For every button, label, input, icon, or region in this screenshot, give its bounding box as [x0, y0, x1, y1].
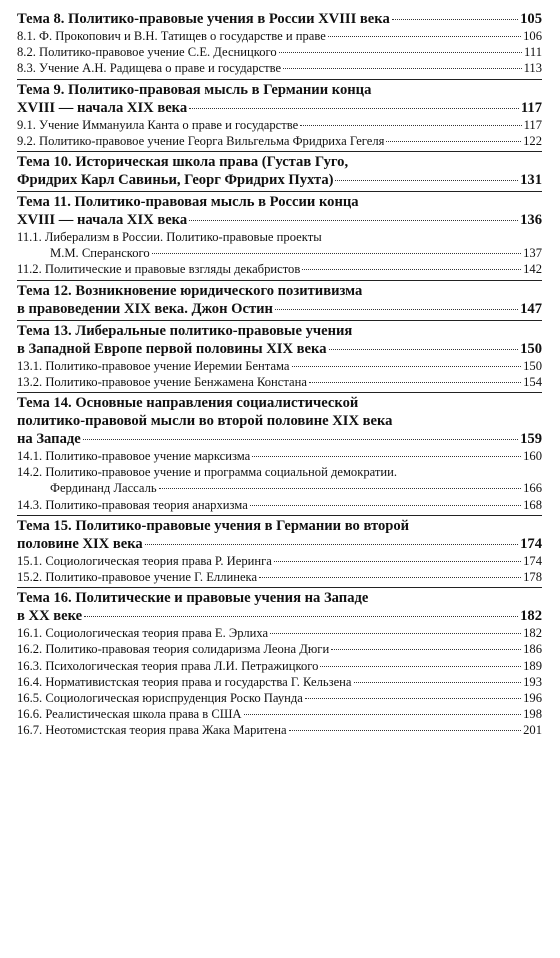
- theme-title-line[interactable]: [17, 322, 542, 340]
- dot-leader: [250, 505, 521, 506]
- toc-entry-line[interactable]: [17, 690, 542, 706]
- dot-leader: [289, 730, 522, 731]
- page-number: 150: [523, 358, 542, 373]
- theme-title-line[interactable]: [17, 171, 542, 189]
- theme-title-text: в XX веке: [17, 608, 83, 625]
- page-number: 160: [523, 449, 542, 464]
- toc-entry-text: 16.2. Политико-правовая теория солидаризма Леона Дюги: [17, 642, 330, 657]
- dot-leader: [283, 68, 521, 69]
- page-number: 159: [520, 431, 542, 448]
- toc-entry-line[interactable]: [17, 625, 542, 641]
- dot-leader: [329, 349, 519, 350]
- toc-entry-text: 13.2. Политико-правовое учение Бенжамена Констана: [17, 374, 307, 389]
- toc-entry-line[interactable]: [17, 569, 542, 585]
- toc-entry-line[interactable]: [17, 133, 542, 149]
- dot-leader: [392, 19, 518, 20]
- toc-entry-line[interactable]: [17, 261, 542, 277]
- page-number: 136: [520, 212, 542, 229]
- theme-title-text: Тема 9. Политико-правовая мысль в Германии конца: [17, 81, 372, 98]
- theme-title-text: в правоведении XIX века. Джон Остин: [17, 300, 273, 317]
- theme-title-text: политико-правовой мысли во второй половине XIX века: [17, 413, 393, 430]
- toc-entry-text: 16.3. Психологическая теория права Л.И. Петражицкого: [17, 658, 319, 673]
- page-number: 166: [523, 481, 542, 496]
- dot-leader: [275, 309, 518, 310]
- toc-entry-text: 13.1. Политико-правовое учение Иеремии Бентама: [17, 358, 290, 373]
- toc-theme: [17, 320, 542, 390]
- page-number: 174: [523, 553, 542, 568]
- toc-entry-text: 8.1. Ф. Прокопович и В.Н. Татищев о государстве и праве: [17, 29, 326, 43]
- toc-entry-line[interactable]: [17, 497, 542, 513]
- toc-entry-line[interactable]: [17, 28, 542, 44]
- theme-title-line[interactable]: [17, 193, 542, 211]
- dot-leader: [152, 253, 521, 254]
- page-number: 186: [523, 642, 542, 657]
- toc-entry-line[interactable]: [17, 553, 542, 569]
- toc-theme: [17, 587, 542, 738]
- theme-title-line[interactable]: [17, 340, 542, 358]
- page-number: 182: [520, 608, 542, 625]
- toc-entry-line[interactable]: [17, 245, 542, 261]
- page-number: 117: [520, 99, 542, 116]
- dot-leader: [320, 666, 521, 667]
- toc-theme: [17, 10, 542, 77]
- toc-entry-text: 14.2. Политико-правовое учение и программа социальной демократии.: [17, 465, 398, 480]
- theme-title-line[interactable]: [17, 300, 542, 318]
- theme-title-line[interactable]: [17, 412, 542, 430]
- theme-title-text: Тема 16. Политические и правовые учения на Западе: [17, 590, 369, 607]
- toc-entry-line[interactable]: [17, 464, 542, 480]
- toc-entry-text: Фердинанд Лассаль: [50, 481, 157, 496]
- toc-theme: [17, 280, 542, 318]
- toc-entry-text: 11.2. Политические и правовые взгляды декабристов: [17, 262, 301, 277]
- theme-title-line[interactable]: [17, 589, 542, 607]
- toc-entry-line[interactable]: [17, 706, 542, 722]
- theme-title-text: Тема 14. Основные направления социалистической: [17, 395, 359, 412]
- toc-entry-line[interactable]: [17, 480, 542, 496]
- dot-leader: [252, 456, 521, 457]
- page-number: 106: [523, 29, 542, 43]
- toc-entry-text: 14.3. Политико-правовая теория анархизма: [17, 497, 248, 512]
- page-number: 131: [520, 172, 542, 189]
- dot-leader: [279, 52, 522, 53]
- dot-leader: [328, 36, 521, 37]
- toc-entry-text: 16.6. Реалистическая школа права в США: [17, 707, 242, 722]
- theme-title-line[interactable]: [17, 394, 542, 412]
- toc-entry-line[interactable]: [17, 658, 542, 674]
- page-number: 201: [523, 723, 542, 738]
- toc-entry-line[interactable]: [17, 674, 542, 690]
- theme-title-text: Тема 8. Политико-правовые учения в России XVIII века: [17, 11, 390, 27]
- dot-leader: [189, 220, 518, 221]
- dot-leader: [309, 382, 521, 383]
- dot-leader: [386, 141, 521, 142]
- dot-leader: [159, 488, 521, 489]
- theme-title-text: XVIII — начала XIX века: [17, 99, 188, 116]
- toc-entry-line[interactable]: [17, 448, 542, 464]
- theme-title-text: Тема 11. Политико-правовая мысль в России конца: [17, 194, 359, 211]
- theme-title-line[interactable]: [17, 153, 542, 171]
- page-number: 113: [523, 61, 542, 76]
- theme-title-text: в Западной Европе первой половины XIX века: [17, 340, 327, 357]
- dot-leader: [244, 714, 522, 715]
- dot-leader: [302, 269, 521, 270]
- page-number: 198: [523, 707, 542, 722]
- toc-entry-text: 15.2. Политико-правовое учение Г. Еллинека: [17, 570, 258, 585]
- theme-title-text: Фридрих Карл Савиньи, Георг Фридрих Пухта): [17, 172, 334, 189]
- toc-entry-text: 9.1. Учение Иммануила Канта о праве и государстве: [17, 117, 299, 132]
- dot-leader: [335, 180, 518, 181]
- dot-leader: [84, 616, 518, 617]
- theme-title-line[interactable]: [17, 282, 542, 300]
- page-number: 147: [520, 300, 542, 317]
- page-number: 137: [523, 246, 542, 261]
- theme-title-text: Тема 15. Политико-правовые учения в Германии во второй: [17, 517, 410, 534]
- dot-leader: [354, 682, 522, 683]
- dot-leader: [189, 108, 519, 109]
- toc-entry-line[interactable]: [17, 374, 542, 390]
- page-number: 117: [523, 117, 542, 132]
- page-number: 193: [523, 674, 542, 689]
- toc-entry-line[interactable]: [17, 358, 542, 374]
- toc-entry-text: 8.3. Учение А.Н. Радищева о праве и государстве: [17, 61, 282, 76]
- toc-entry-line[interactable]: [17, 722, 542, 738]
- theme-title-text: Тема 10. Историческая школа права (Густав Гуго,: [17, 154, 349, 171]
- toc-theme: [17, 191, 542, 278]
- page-number: 150: [520, 340, 542, 357]
- toc-theme: [17, 151, 542, 189]
- theme-title-text: Тема 13. Либеральные политико-правовые учения: [17, 322, 353, 339]
- toc-entry-text: 16.4. Нормативистская теория права и государства Г. Кельзена: [17, 674, 352, 689]
- toc-theme: [17, 392, 542, 513]
- toc-entry-text: 16.7. Неотомистская теория права Жака Маритена: [17, 723, 287, 738]
- toc-entry-text: 15.1. Социологическая теория права Р. Иеринга: [17, 553, 272, 568]
- toc-theme: [17, 79, 542, 149]
- toc-entry-text: 16.1. Социологическая теория права Е. Эрлиха: [17, 626, 269, 641]
- dot-leader: [305, 698, 521, 699]
- dot-leader: [292, 366, 522, 367]
- theme-title-text: половине XIX века: [17, 535, 143, 552]
- toc-entry-line[interactable]: [17, 117, 542, 133]
- theme-title-text: XVIII — начала XIX века: [17, 212, 188, 229]
- toc-entry-line[interactable]: [17, 60, 542, 76]
- theme-title-line[interactable]: [17, 99, 542, 117]
- theme-title-line[interactable]: [17, 535, 542, 553]
- table-of-contents: [17, 10, 542, 741]
- toc-entry-text: 11.1. Либерализм в России. Политико-правовые проекты: [17, 230, 322, 245]
- theme-title-line[interactable]: [17, 517, 542, 535]
- toc-entry-text: М.М. Сперанского: [50, 246, 150, 261]
- toc-entry-text: 8.2. Политико-правовое учение С.Е. Десницкого: [17, 45, 277, 60]
- theme-title-line[interactable]: [17, 430, 542, 448]
- dot-leader: [145, 544, 518, 545]
- dot-leader: [259, 577, 521, 578]
- theme-title-text: на Западе: [17, 431, 81, 448]
- theme-title-line[interactable]: [17, 211, 542, 229]
- page-number: 154: [523, 374, 542, 389]
- toc-entry-line[interactable]: [17, 44, 542, 60]
- theme-title-text: Тема 12. Возникновение юридического позитивизма: [17, 282, 363, 299]
- page-number: 142: [523, 262, 542, 277]
- toc-entry-line[interactable]: [17, 229, 542, 245]
- page-number: 178: [523, 570, 542, 585]
- page-number: 174: [520, 535, 542, 552]
- page-number: 111: [524, 45, 542, 60]
- page-number: 168: [523, 497, 542, 512]
- page-number: 182: [523, 626, 542, 641]
- page-number: 122: [523, 133, 542, 148]
- theme-title-line[interactable]: [17, 607, 542, 625]
- dot-leader: [270, 633, 521, 634]
- toc-entry-text: 14.1. Политико-правовое учение марксизма: [17, 449, 251, 464]
- dot-leader: [274, 561, 521, 562]
- page-number: 189: [523, 658, 542, 673]
- theme-title-line[interactable]: [17, 10, 542, 28]
- dot-leader: [300, 125, 521, 126]
- page-number: 105: [520, 11, 542, 27]
- toc-theme: [17, 515, 542, 585]
- page-number: 196: [523, 691, 542, 706]
- toc-entry-text: 16.5. Социологическая юриспруденция Роско Паунда: [17, 691, 303, 706]
- theme-title-line[interactable]: [17, 81, 542, 99]
- toc-entry-text: 9.2. Политико-правовое учение Георга Вильгельма Фридриха Гегеля: [17, 133, 385, 148]
- dot-leader: [83, 439, 518, 440]
- dot-leader: [331, 649, 521, 650]
- toc-entry-line[interactable]: [17, 641, 542, 657]
